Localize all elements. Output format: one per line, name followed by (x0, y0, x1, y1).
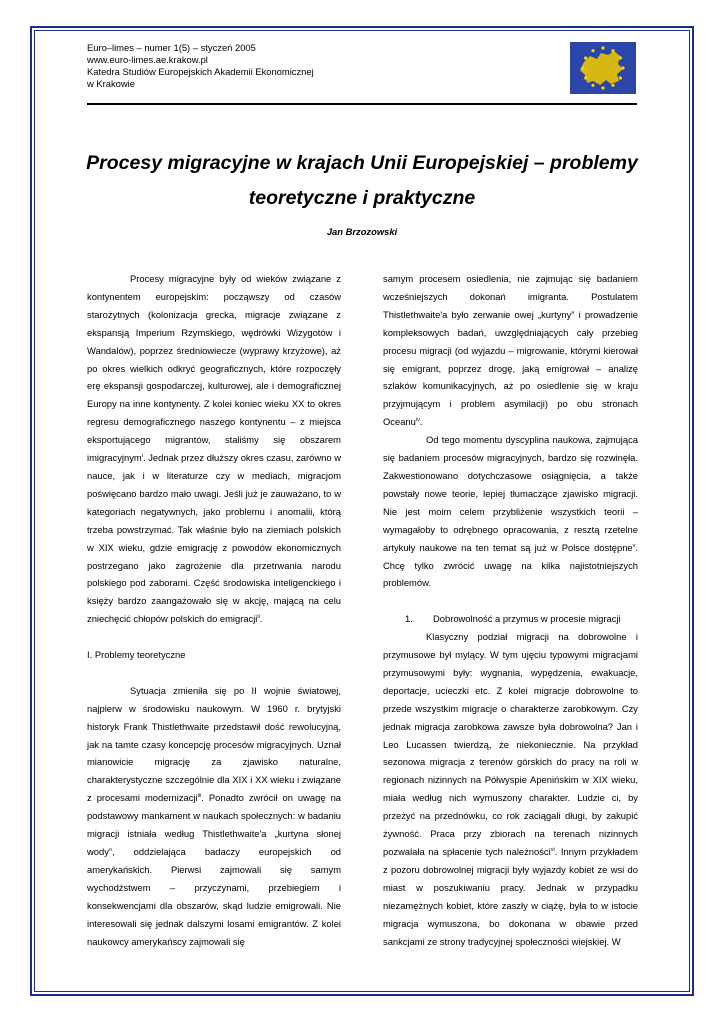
left-column (87, 270, 341, 950)
title-line-1: Procesy migracyjne w krajach Unii Europejskiej – problemy (86, 152, 638, 174)
footnote-i[interactable]: i (141, 452, 143, 459)
footnote-iii[interactable]: iii (197, 793, 202, 800)
footnote-iv[interactable]: iv (415, 417, 420, 424)
footnote-vi[interactable]: vi (550, 846, 555, 853)
header-issue: Euro–limes – numer 1(5) – styczeń 2005 (87, 42, 256, 53)
paragraph-intro: Procesy migracyjne były od wieków związane z kontynentem europejskim: począwszy od czasów starożytnych (kolonizacja grecka, migracje związane z ekspansją Imperium Rzymskiego, wędrówki Wizygotów i Wandalów), poprzez średniowiecze (wyprawy krzyżowe), aż po okres wielkich odkryć geograficznych, które rozpoczęły erę ekspansji gospodarczej, kulturowej, ale i demograficznej Europy na inne kontynenty. Z kolei koniec wieku XX to okres regresu demograficznego naszego kontynentu – z miejsca eksportującego migrantów, staliśmy się obszarem imigracyjnym$^i$. Jednak przez dłuższy okres czasu, zarówno w nauce, jak i w literaturze czy w mediach, migracjom poświęcano bardzo mało uwagi. Jeśli już je zauważano, to w kategoriach negatywnych, jako problemu i anomalii, którą trzeba powstrzymać. Tak właśnie było na ziemiach polskich w XIX wieku, gdzie emigrację z powodów ekonomicznych postrzegano jako zagrożenie dla przetrwania narodu polskiego pod zaborami. Część środowiska inteligenckiego i księży bardzo zaangażowało się w akcję, mającą na celu zniechęcić chłopów polskich do emigracji$^{ii}$. (87, 273, 341, 625)
header-rule (87, 103, 637, 105)
header-url[interactable]: www.euro-limes.ae.krakow.pl (87, 54, 208, 65)
article-title (60, 146, 664, 216)
header-city: w Krakowie (87, 78, 135, 89)
paragraph-discipline: Od tego momentu dyscyplina naukowa, zajmująca się badaniem procesów migracyjnych, bardzo się rozwinęła. Zakwestionowano dotychczasowe osiągnięcia, a także powstały nowe teorie, lepiej tłumaczące zjawisko migracji. Nie jest moim celem przybliżenie wszystkich teorii – wymagałoby to odrębnego opracowania, z resztą rzetelne artykuły naukowe na ten temat są już w Polsce dostępne$^v$. Chcę tylko zwrócić uwagę na kilka najistotniejszych problemów. (383, 434, 638, 589)
subsection-number: 1. (405, 613, 413, 625)
paragraph-postwar: Sytuacja zmieniła się po II wojnie światowej, najpierw w środowisku naukowym. W 1960 r. brytyjski historyk Frank Thistlethwaite przedstawił dość rewolucyjną, jak na tamte czasy koncepcję procesów migracyjnych. Uznał mianowicie migrację za zjawisko naturalne, charakterystyczne szczególnie dla XIX i XX wieku i związane z procesami modernizacji$^{iii}$. Ponadto zwrócił on uwagę na podstawowy mankament w naukach społecznych: w badaniu migracji istniała według Thistlethwaite'a „kurtyna słonej wody”, oddzielająca badaczy europejskich od amerykańskich. Pierwsi zajmowali się samym wychodźstwem – przyczynami, przebiegiem i konsekwencjami dla obszarów, skąd ludzie emigrowali. Nie interesowali się jednak dalszymi losami emigrantów. Z kolei naukowcy amerykańscy zajmowali się (87, 684, 341, 947)
paragraph-continuation: samym procesem osiedlenia, nie zajmując się badaniem wcześniejszych dokonań imigranta. Postulatem Thistlethwaite'a było zerwanie owej „kurtyny” i prowadzenie kompleksowych badań, uwzględniających cały przebieg procesu migracji (od wyjazdu – migrowanie, którymi kierował się emigrant, poprzez drogę, jaką emigrował – analizę szlaków komunikacyjnych, aż po osiedlenie się w kraju przyjmującym i problem asymilacji) po obu stronach Oceanu$^{iv}$. (383, 273, 638, 428)
title-line-2: teoretyczne i praktyczne (248, 187, 476, 209)
footnote-v[interactable]: v (632, 542, 636, 549)
subsection-heading-voluntariness (383, 610, 638, 628)
paragraph-classification: Klasyczny podział migracji na dobrowolne i przymusowe był mylący. W tym ujęciu typowymi migracjami przymusowymi były: wygnania, wypędzenia, ewakuacje, deportacje, ucieczki etc. Z kolei migracje dobrowolne to przede wszystkim migracje o charakterze zarobkowym. Czy jednak migracja zarobkowa zawsze była dobrowolna? Jan i Leo Lucassen twierdzą, że niekoniecznie. Na przykład sezonowa migracja z terenów górskich do pracy na roli w regionach nizinnych na Półwyspie Apenińskim w XIX wieku, miała według nich wymuszony charakter. Ludzie ci, by przeżyć na przednówku, co rok zaciągali długi, by zakupić żywność. Praca przy zbiorach na terenach nizinnych pozwalała na spłacenie tych należności$^{vi}$. Innym przykładem z pozoru dobrowolnej migracji były wyjazdy kobiet ze wsi do miast w poszukiwaniu pracy. Jednak w przypadku niezamężnych kobiet, które zaszły w ciążę, była to w istocie migracja wymuszona, bo dokonana w obawie przed sankcjami ze strony tradycyjnej społeczności wiejskiej. W (383, 631, 638, 947)
section-heading-theory: I. Problemy teoretyczne (87, 649, 186, 661)
right-column (383, 270, 638, 950)
header-department: Katedra Studiów Europejskich Akademii Ekonomicznej (87, 66, 314, 77)
subsection-title: Dobrowolność a przymus w procesie migracji (433, 613, 621, 625)
footnote-ii[interactable]: ii (257, 614, 260, 621)
eu-flag-logo (570, 42, 636, 94)
journal-header (87, 42, 607, 90)
author-name: Jan Brzozowski (326, 226, 398, 237)
